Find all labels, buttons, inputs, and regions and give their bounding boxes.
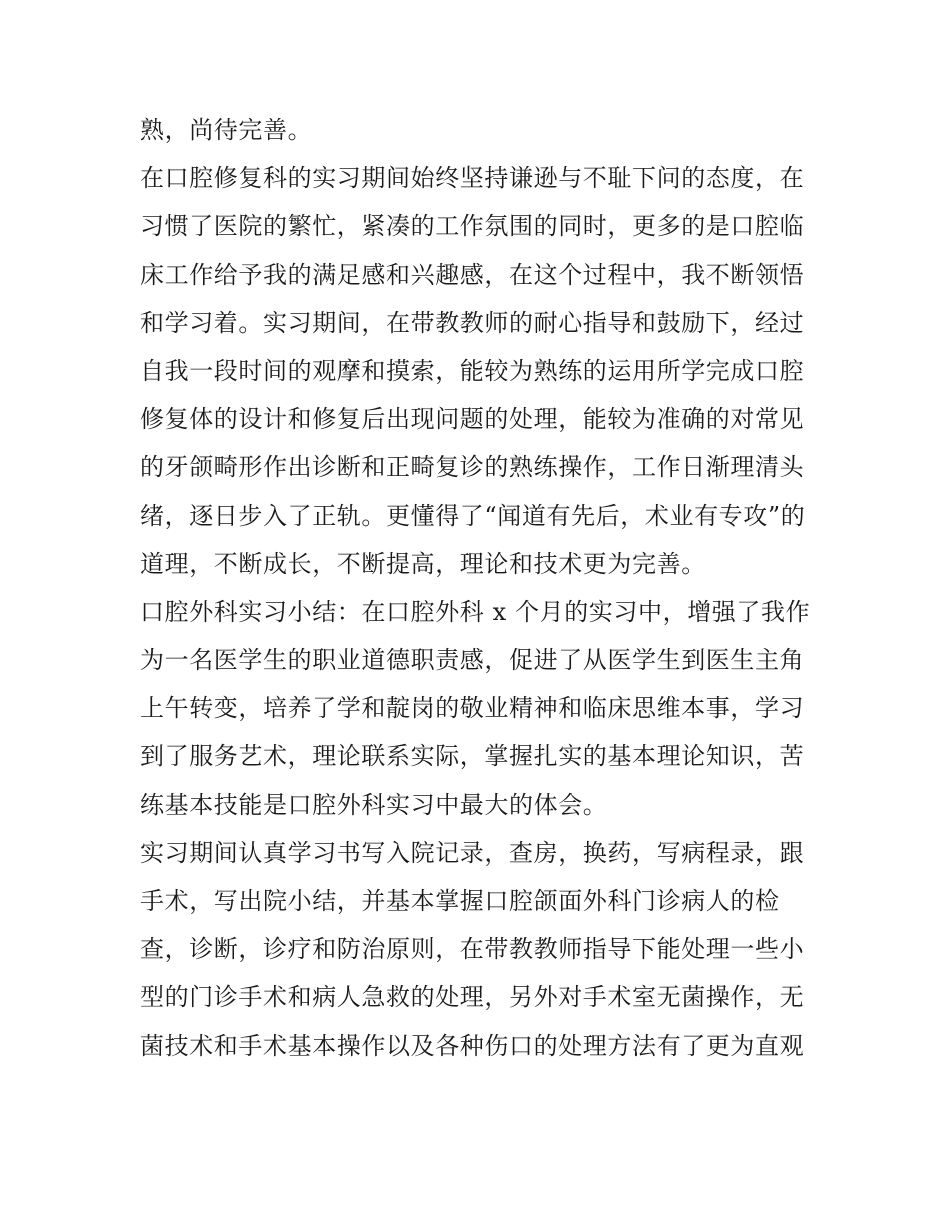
text-line: 绪，逐日步入了正轨。更懂得了“闻道有先后，术业有专攻”的 — [140, 501, 806, 530]
text-line: 练基本技能是口腔外科实习中最大的体会。 — [140, 790, 608, 819]
text-line: 口腔外科实习小结：在口腔外科 x 个月的实习中，增强了我作 — [140, 597, 811, 626]
document-body — [140, 106, 820, 1070]
text-line: 查，诊断，诊疗和防治原则，在带教教师指导下能处理一些小 — [140, 935, 805, 964]
text-line: 实习期间认真学习书写入院记录，查房，换药，写病程录，跟 — [140, 838, 805, 867]
text-line: 习惯了医院的繁忙，紧凑的工作氛围的同时，更多的是口腔临 — [140, 212, 805, 241]
text-line: 手术，写出院小结，并基本掌握口腔颌面外科门诊病人的检 — [140, 887, 780, 915]
text-line: 上午转变，培养了学和靛岗的敬业精神和临床思维本事，学习 — [140, 694, 805, 723]
text-line: 熟，尚待完善。 — [140, 116, 313, 144]
text-line: 在口腔修复科的实习期间始终坚持谦逊与不耻下问的态度，在 — [140, 164, 805, 193]
text-line: 和学习着。实习期间，在带教教师的耐心指导和鼓励下，经过 — [140, 308, 805, 337]
text-line: 型的门诊手术和病人急救的处理，另外对手术室无菌操作，无 — [140, 983, 805, 1012]
text-line: 修复体的设计和修复后出现问题的处理，能较为准确的对常见 — [140, 405, 805, 434]
text-line: 道理，不断成长，不断提高，理论和技术更为完善。 — [140, 549, 706, 578]
text-line: 床工作给予我的满足感和兴趣感，在这个过程中，我不断领悟 — [140, 260, 805, 289]
text-line: 到了服务艺术，理论联系实际，掌握扎实的基本理论知识，苦 — [140, 742, 805, 771]
text-line: 的牙颌畸形作出诊断和正畸复诊的熟练操作，工作日渐理清头 — [140, 453, 805, 482]
text-line: 自我一段时间的观摩和摸索，能较为熟练的运用所学完成口腔 — [140, 356, 805, 385]
text-line: 为一名医学生的职业道德职责感，促进了从医学生到医生主角 — [140, 646, 805, 675]
text-line: 菌技术和手术基本操作以及各种伤口的处理方法有了更为直观 — [140, 1031, 805, 1060]
